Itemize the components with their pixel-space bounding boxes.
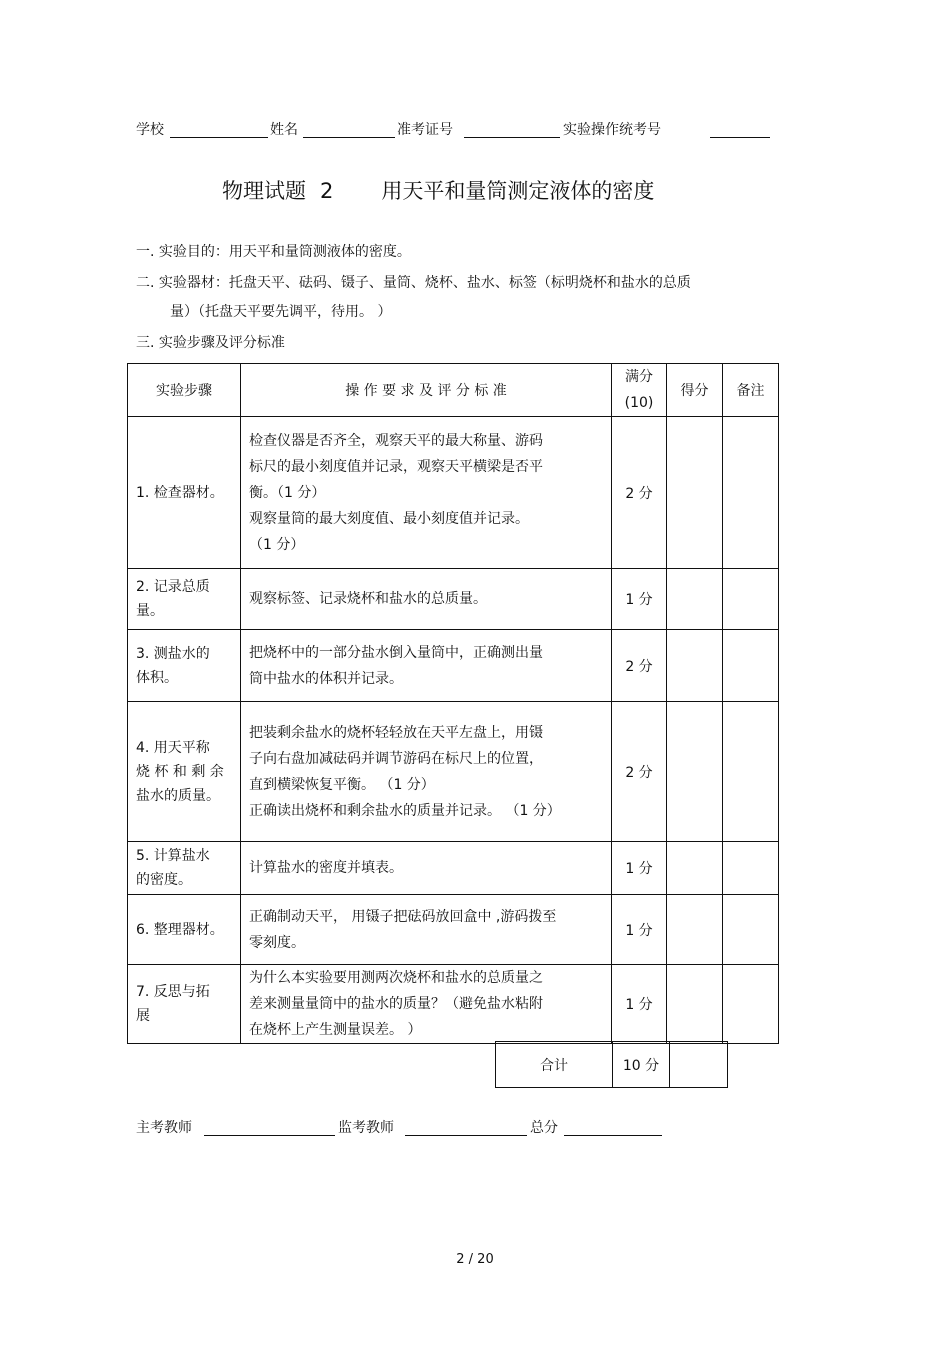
requirement-text: 正确制动天平， 用镊子把砝码放回盒中 ,游码拨至	[249, 908, 557, 925]
page-number: 2 / 20	[456, 1252, 494, 1267]
school-blank	[170, 137, 268, 138]
table-row	[128, 417, 779, 569]
requirement-text: 子向右盘加减砝码并调节游码在标尺上的位置，	[249, 750, 543, 767]
points-cell: 1 分	[612, 569, 667, 630]
requirement-text: 在烧杯上产生测量误差。 ）	[249, 1022, 422, 1038]
section-purpose: 一. 实验目的：用天平和量筒测液体的密度。	[136, 244, 411, 260]
requirement-text: 筒中盐水的体积并记录。	[249, 670, 403, 687]
lab-id-label: 实验操作统考号	[563, 122, 661, 138]
score-cell[interactable]	[667, 965, 723, 1044]
header-requirement: 操 作 要 求 及 评 分 标 准	[241, 364, 612, 417]
step-cell	[128, 895, 241, 965]
title-subject: 用天平和量筒测定液体的密度	[381, 179, 655, 203]
score-cell[interactable]	[667, 702, 723, 842]
requirement-cell	[241, 895, 612, 965]
title-prefix: 物理试题	[222, 179, 306, 203]
points-cell: 2 分	[612, 630, 667, 702]
section-equipment-line2: 量）（托盘天平要先调平，待用。 ）	[170, 304, 392, 320]
score-cell[interactable]	[667, 842, 723, 895]
header-remark: 备注	[723, 364, 779, 417]
header-full-score-line1: 满分	[625, 369, 653, 385]
step-text: 1. 检查器材。	[136, 484, 224, 501]
requirement-cell	[241, 702, 612, 842]
table-row	[128, 965, 779, 1044]
header-step: 实验步骤	[128, 364, 241, 417]
header-score: 得分	[667, 364, 723, 417]
table-row	[128, 895, 779, 965]
points-cell: 1 分	[612, 895, 667, 965]
table-header-row	[128, 364, 779, 417]
remark-cell[interactable]	[723, 965, 779, 1044]
step-cell	[128, 842, 241, 895]
requirement-text: 标尺的最小刻度值并记录，观察天平横梁是否平	[249, 458, 543, 475]
step-cell	[128, 417, 241, 569]
remark-cell[interactable]	[723, 569, 779, 630]
requirement-cell	[241, 630, 612, 702]
remark-cell[interactable]	[723, 630, 779, 702]
requirement-text: （1 分）	[249, 536, 305, 553]
requirement-text: 把装剩余盐水的烧杯轻轻放在天平左盘上，用镊	[249, 724, 543, 741]
score-cell[interactable]	[667, 895, 723, 965]
requirement-text: 为什么本实验要用测两次烧杯和盐水的总质量之	[249, 970, 543, 986]
step-cell	[128, 569, 241, 630]
requirement-text: 观察量筒的最大刻度值、最小刻度值并记录。	[249, 510, 529, 527]
requirement-text: 计算盐水的密度并填表。	[249, 860, 403, 876]
requirement-cell	[241, 417, 612, 569]
header-full-score-line2: (10)	[624, 395, 654, 411]
step-text: 盐水的质量。	[136, 787, 220, 804]
step-text: 7. 反思与拓	[136, 984, 210, 1000]
step-cell	[128, 630, 241, 702]
score-cell[interactable]	[667, 630, 723, 702]
requirement-cell	[241, 569, 612, 630]
name-label: 姓名	[270, 122, 298, 138]
score-cell[interactable]	[667, 417, 723, 569]
scoring-table	[127, 363, 779, 1044]
requirement-text: 观察标签、记录烧杯和盐水的总质量。	[249, 591, 487, 607]
exam-id-label: 准考证号	[397, 122, 453, 138]
requirement-text: 差来测量量筒中的盐水的质量？（避免盐水粘附	[249, 996, 543, 1012]
table-row	[128, 630, 779, 702]
exam-id-blank	[464, 137, 560, 138]
chief-examiner-label: 主考教师	[136, 1120, 192, 1136]
table-row	[128, 569, 779, 630]
step-text: 烧 杯 和 剩 余	[136, 763, 224, 780]
requirement-text: 把烧杯中的一部分盐水倒入量筒中，正确测出量	[249, 644, 543, 661]
total-table	[495, 1041, 728, 1088]
step-text: 3. 测盐水的	[136, 645, 210, 662]
header-full-score	[612, 364, 667, 417]
requirement-text: 检查仪器是否齐全，观察天平的最大称量、游码	[249, 432, 543, 449]
requirement-cell	[241, 965, 612, 1044]
title-number: 2	[320, 179, 334, 203]
step-text: 2. 记录总质	[136, 579, 210, 595]
page-title	[222, 175, 654, 205]
school-label: 学校	[136, 122, 164, 138]
points-cell: 2 分	[612, 702, 667, 842]
total-score-blank	[564, 1135, 662, 1136]
total-points: 10 分	[613, 1042, 670, 1088]
remark-cell[interactable]	[723, 895, 779, 965]
points-cell: 1 分	[612, 965, 667, 1044]
chief-examiner-blank	[204, 1135, 335, 1136]
section-equipment-line1: 二. 实验器材：托盘天平、砝码、镊子、量筒、烧杯、盐水、标签（标明烧杯和盐水的总质	[136, 275, 691, 291]
step-text: 的密度。	[136, 872, 192, 888]
step-text: 展	[136, 1008, 150, 1024]
section-steps-heading: 三. 实验步骤及评分标准	[136, 335, 285, 351]
name-blank	[303, 137, 395, 138]
step-text: 4. 用天平称	[136, 739, 210, 756]
step-cell	[128, 702, 241, 842]
remark-cell[interactable]	[723, 842, 779, 895]
table-row	[128, 702, 779, 842]
remark-cell[interactable]	[723, 702, 779, 842]
total-score-cell[interactable]	[670, 1042, 728, 1088]
points-cell: 2 分	[612, 417, 667, 569]
total-score-label: 总分	[530, 1120, 558, 1136]
requirement-text: 衡。（1 分）	[249, 484, 326, 501]
lab-id-blank	[710, 137, 770, 138]
points-cell: 1 分	[612, 842, 667, 895]
step-text: 体积。	[136, 669, 178, 686]
remark-cell[interactable]	[723, 417, 779, 569]
requirement-text: 直到横梁恢复平衡。 （1 分）	[249, 776, 435, 793]
requirement-text: 正确读出烧杯和剩余盐水的质量并记录。 （1 分）	[249, 802, 561, 819]
step-text: 5. 计算盐水	[136, 848, 210, 864]
requirement-cell	[241, 842, 612, 895]
proctor-blank	[405, 1135, 527, 1136]
total-label: 合计	[496, 1042, 613, 1088]
proctor-label: 监考教师	[338, 1120, 394, 1136]
requirement-text: 零刻度。	[249, 934, 305, 951]
score-cell[interactable]	[667, 569, 723, 630]
step-text: 6. 整理器材。	[136, 921, 224, 938]
table-row	[128, 842, 779, 895]
step-cell	[128, 965, 241, 1044]
step-text: 量。	[136, 603, 164, 619]
